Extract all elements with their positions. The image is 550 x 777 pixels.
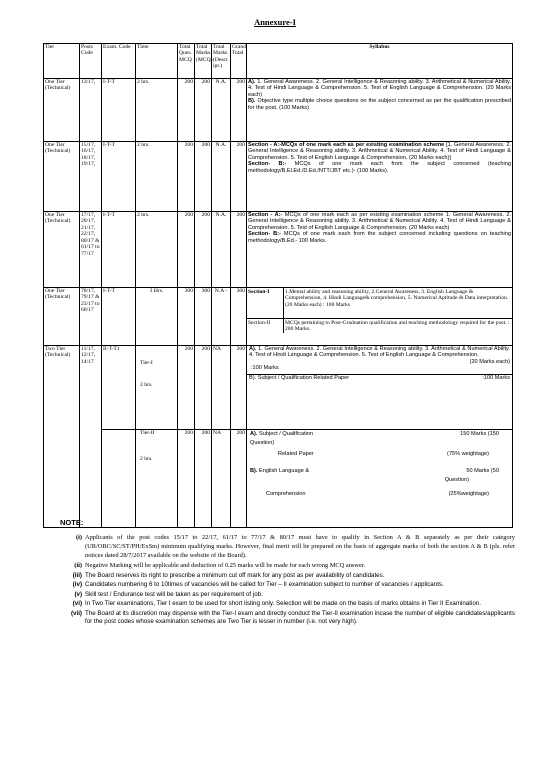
row-descr: N.A.	[212, 142, 231, 212]
row-mcq: 300	[195, 288, 212, 346]
row-codes: 13/17,	[80, 79, 102, 142]
tier2-a-text: Subject / Qualification	[259, 431, 314, 437]
tier2-syllabus	[247, 430, 513, 528]
row-descr: N.A.	[212, 212, 231, 288]
row-tier: One Tier (Technical)	[44, 79, 80, 142]
syllabus-b-text: MCQs of one mark each from the subject concerned (teaching methodology/B.El.Ed./D.Ed./NTT/JBT etc.)- (100 Marks).	[248, 161, 511, 174]
tier1-syllabus	[247, 346, 513, 430]
row-syllabus	[247, 288, 513, 346]
row-syllabus	[247, 79, 513, 142]
table-row	[44, 79, 513, 142]
syllabus-a-text: 1. General Awareness. 2. General Intelligence & Reasoning ability. 3. Arithmetical & Numerical Ability. 4. Test of Hindi Language & Comprehension. 5. Test of English Language & Comprehension. (20 Marks each)	[248, 79, 511, 98]
row-time: 2 hrs.	[136, 79, 178, 142]
tier1-a-text: 1. General Awareness. 2. General Intelligence & Reasoning ability. 3. Arithmetical & Numerical Ability. 4. Test of Hindi Language & Comprehension. 5. Test of English Language & Comprehension.	[249, 346, 510, 359]
note-item	[60, 562, 515, 571]
two-tier-tier: Two Tier (Technical)	[44, 346, 80, 528]
header-total-ques: Total Ques. MCQ	[178, 44, 195, 79]
note-item	[60, 610, 515, 627]
row-ques: 200	[178, 212, 195, 288]
tier1-ques: 200	[178, 346, 195, 430]
tier1-a-marks: (20 Marks each)	[469, 358, 510, 365]
note-text: Negative Marking will be applicable and deduction of 0.25 marks will be made for each wrong MCQ answer.	[85, 561, 366, 569]
row-exam: I-T-T	[102, 212, 136, 288]
row-mcq: 200	[195, 142, 212, 212]
syllabus-b-text: Objective type multiple choice questions on the subject concerned as per the qualification prescribed for the post. (100 Marks)	[248, 98, 511, 111]
header-total-marks-mcq: Total Marks (MCQ)	[195, 44, 212, 79]
section-1-text: 1.Mental ability and reasoning ability, 2.General Awareness, 3. English Language & Comprehension, 4. Hindi Language& comprehension, 5. Numerical Aptitude & Data interpretation. (20 Marks each) : 100 Marks	[284, 288, 513, 318]
tier1-time-cell	[136, 346, 178, 430]
row-descr: N.A -	[212, 288, 231, 346]
note-item	[60, 572, 515, 581]
section-table	[247, 288, 512, 333]
row-time: 3 Hrs.	[136, 288, 178, 346]
two-tier-exam-code: II-T-T1	[103, 346, 120, 352]
tier2-mcq: 200	[195, 430, 212, 528]
note-item	[60, 600, 515, 609]
tier1-grand: 200	[231, 346, 247, 430]
syllabus-b-text: MCQs of one mark each from the subject concerned including questions on teaching methodology/B.Ed.- 100 Marks.	[248, 231, 511, 244]
tier1-a-total: :100 Marks	[251, 365, 279, 372]
header-grand-total: Grand Total	[231, 44, 247, 79]
tier1-label: Tier-I	[140, 360, 153, 366]
syllabus-a-label: A).	[248, 79, 256, 85]
tier1-mcq: 200	[195, 346, 212, 430]
table-row	[44, 288, 513, 346]
header-total-marks-descr: Total Marks (Descr ipt.)	[212, 44, 231, 79]
notes-heading: NOTE:	[60, 518, 84, 527]
row-tier: One Tier (Technical)	[44, 288, 80, 346]
page-title: Annexure-I	[254, 17, 296, 27]
row-codes: 78/17, 79/17 & 23/17 to 60/17	[80, 288, 102, 346]
table-row-two-tier-1	[44, 346, 513, 430]
note-number: (ii)	[74, 561, 82, 569]
table-row-two-tier-2	[44, 430, 513, 528]
note-text: Candidates numbering 6 to 10times of vacancies will be called for Tier – II examination subject to number of vacancies / applicants.	[85, 581, 444, 589]
row-ques: 200	[178, 79, 195, 142]
tier2-b-label: B).	[250, 467, 258, 474]
tier2-label: Tier-II	[140, 430, 155, 436]
row-syllabus	[247, 142, 513, 212]
exam-scheme-table	[43, 43, 513, 528]
tier2-a-label: A).	[250, 431, 258, 437]
tier1-descr: NA	[212, 346, 231, 430]
syllabus-b-label: Section- B:-	[248, 231, 281, 238]
row-mcq: 200	[195, 212, 212, 288]
section-2-text: MCQs pertaining to Post-Graduation qualification and teaching methodology required for the post. : 200 Marks.	[285, 319, 510, 332]
note-number: (iii)	[72, 571, 82, 579]
row-grand: 200	[231, 212, 247, 288]
syllabus-a-label: Section - A:-MCQs of one mark each as per existing examination scheme	[248, 142, 445, 148]
row-time: 2 hrs.	[136, 142, 178, 212]
row-ques: 200	[178, 142, 195, 212]
header-tier: Tier	[44, 44, 80, 79]
tier1-b-text: Subject / Qualification Related Paper	[257, 374, 350, 381]
tier1-b-line	[247, 374, 512, 381]
note-text: The Board reserves its right to prescribe a minimum cut off mark for any post as per availability of candidates.	[85, 571, 385, 579]
syllabus-b-label: B).	[248, 98, 256, 105]
header-syllabus: Syllabus	[247, 44, 513, 79]
row-grand: 200	[231, 142, 247, 212]
section-2-label: Section-II	[247, 318, 284, 333]
note-number: (v)	[74, 590, 82, 598]
tier2-descr: NA	[212, 430, 231, 528]
note-item	[60, 591, 515, 600]
table-row	[44, 212, 513, 288]
tier1-a-label: A).	[249, 346, 257, 352]
note-text: Skill test / Endurance test will be taken as per requirement of job.	[85, 590, 263, 598]
syllabus-b-label: Section- B:-	[248, 161, 287, 168]
row-tier: One Tier (Technical)	[44, 142, 80, 212]
note-text: Applicants of the post codes 15/17 to 22/17, 61/17 to 77/17 & 80/17 must have to qualify in Section A & B separately as per their category (UR/OBC/SC/ST/PH/ExSm) minimum qualifying marks. However, final merit will be prepared on the basis of aggregate marks of both the section A & B (pls. refer notices dated 28/7/2017 available on the website of the Board).	[85, 534, 515, 559]
tier2-a2-text: Related Paper	[278, 451, 314, 458]
syllabus-a-label: Section - A:-	[248, 212, 283, 218]
two-tier-codes: 11/17, 12/17, 14/17	[80, 346, 102, 528]
note-text: The Board at its discretion may dispense with the Tier-I exam and directly conduct the Tier-II examination incase the number of eligible candidates/applicants for the post codes whose examination schemes are Two Tier is lesser in number (i.e. not very high).	[85, 609, 515, 626]
tier2-time: 2 hrs.	[140, 456, 153, 463]
table-header-row	[44, 44, 513, 79]
note-text: In Two Tier examinations, Tier I exam to be used for short listing only. Selection will be made on the basis of marks obtains in Tier II Examination.	[85, 600, 481, 608]
header-exam-code: Exam. Code	[102, 44, 136, 79]
tier2-b2-weight: (25%weightage)	[448, 491, 489, 498]
row-syllabus	[247, 212, 513, 288]
note-number: (vii)	[70, 609, 82, 617]
note-number: (iv)	[72, 581, 82, 589]
tier2-grand: 200	[231, 430, 247, 528]
row-grand: 300	[231, 288, 247, 346]
header-post-codes: Posts Code	[80, 44, 102, 79]
tier2-a2-weight: (75% weightage)	[447, 451, 489, 458]
row-time: 2 hrs.	[136, 212, 178, 288]
row-grand: 200	[231, 79, 247, 142]
row-exam: I-T-T	[102, 142, 136, 212]
note-item	[60, 534, 515, 560]
row-exam: I-T-T	[102, 79, 136, 142]
row-exam: I-T-T	[102, 288, 136, 346]
section-1-label: Section-I	[247, 288, 284, 318]
header-time: Time	[136, 44, 178, 79]
tier2-b-text: English Language &	[259, 467, 310, 474]
notes-section	[60, 518, 515, 628]
tier1-b-label: B).	[249, 374, 257, 381]
row-codes: 15/17, 16/17, 18/17, 19/17,	[80, 142, 102, 212]
table-row	[44, 142, 513, 212]
syllabus-a-text: [1. General Awareness. 2. General Intelligence & Reasoning ability. 3. Arithmetical & Numerical Ability. 4. Test of Hindi Language & Comprehension. 5. Test of English Language & Comprehension. (20 Marks each)]	[248, 142, 511, 161]
note-number: (i)	[75, 534, 82, 542]
tier2-time-cell	[136, 430, 178, 528]
syllabus-a-text: MCQs of one mark each as per existing examination scheme 1. General Awareness. 2. General Intelligence & Reasoning ability. 3. Arithmetical & Numerical Ability. 4. Test of Hindi Language & Comprehension. 5. Test of English Language & Comprehension. (20 Marks each)	[248, 212, 511, 231]
tier2-a-q: Question)	[250, 439, 275, 446]
row-mcq: 200	[195, 79, 212, 142]
row-codes: 17/17, 20/17, 21/17, 22/17, 80/17 & 61/17 to 77/17	[80, 212, 102, 288]
tier2-a-marks: 150 Marks (150	[460, 431, 499, 437]
row-ques: 300	[178, 288, 195, 346]
two-tier-exam	[102, 346, 136, 430]
tier1-b-marks: :100 Marks	[482, 374, 510, 381]
tier1-time: 2 hrs.	[140, 382, 153, 389]
tier2-b2-text: Comprehension	[266, 491, 306, 498]
note-item	[60, 581, 515, 590]
tier2-b-q: Question)	[444, 476, 469, 483]
row-tier: One Tier (Technical)	[44, 212, 80, 288]
tier2-b-marks: 50 Marks (50	[466, 467, 499, 474]
tier2-ques: 200	[178, 430, 195, 528]
row-descr: N.A.	[212, 79, 231, 142]
note-number: (vi)	[72, 600, 82, 608]
